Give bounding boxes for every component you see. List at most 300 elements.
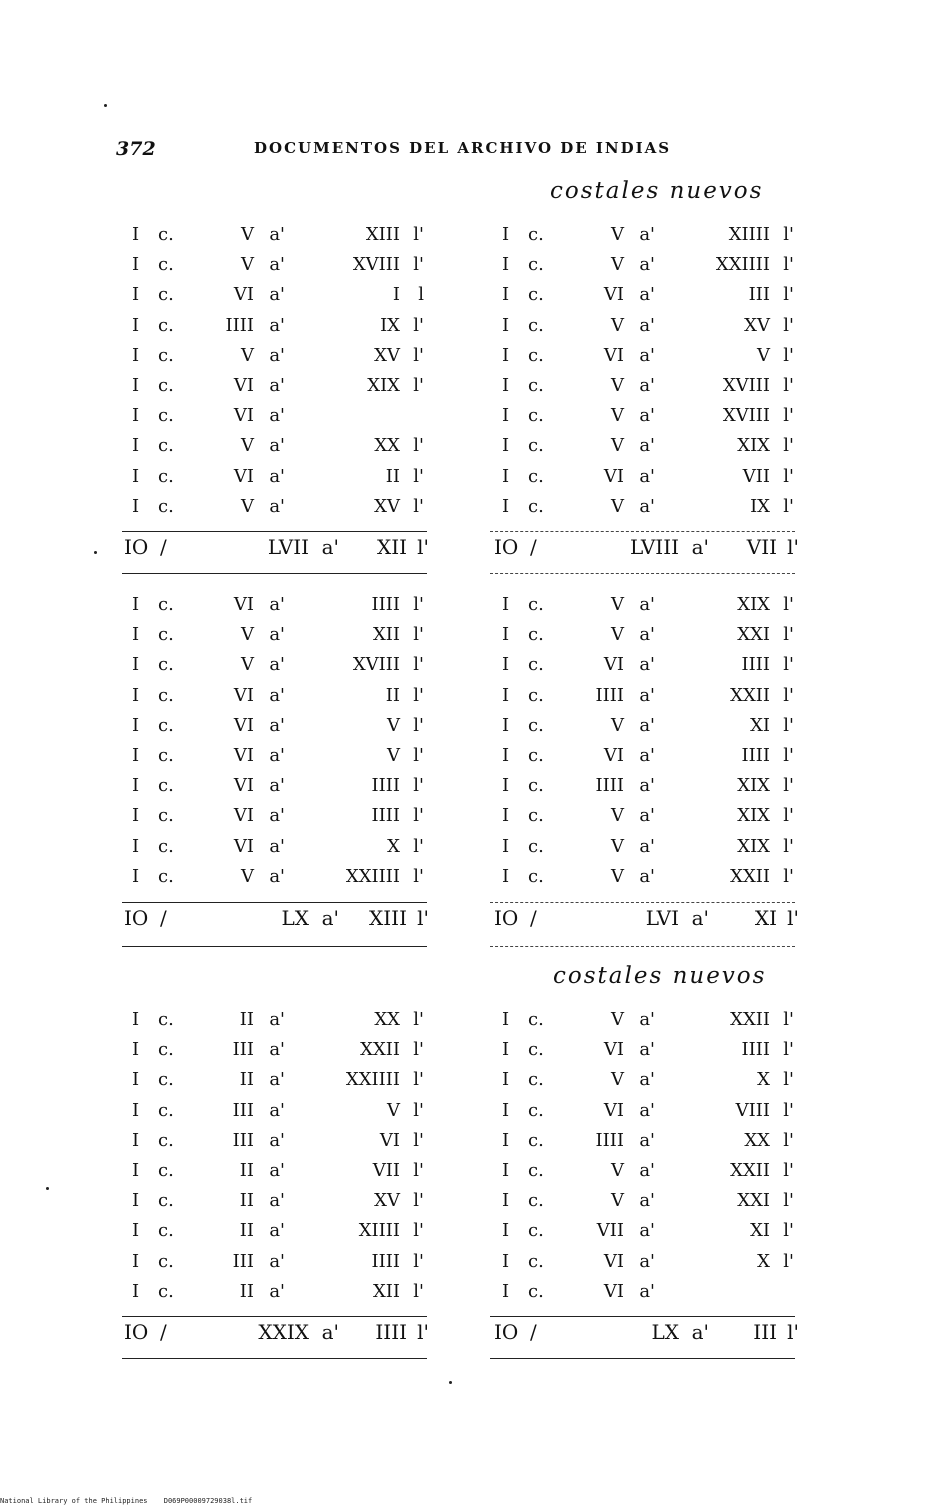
row-arroba-label: a' [269,865,285,887]
row-arroba-label: a' [639,1099,655,1121]
ledger-row [498,683,800,713]
row-arrobas: V [611,594,624,615]
ledger-row [498,773,800,803]
row-arrobas: V [611,714,624,736]
row-libras: XIIII [358,1220,400,1242]
row-count: I [132,1099,140,1121]
row-libra-label: l' [413,1009,424,1030]
scan-speck [46,1187,49,1190]
scan-footer [0,1497,264,1505]
row-arrobas: II [239,1190,254,1212]
row-libra-label: l' [413,654,424,676]
row-count: I [132,405,140,427]
row-libras: IIII [371,594,400,615]
total-libras: IIII [375,1320,407,1344]
row-arroba-label: a' [639,495,655,517]
row-unit: c. [158,1220,174,1242]
row-arrobas: VI [603,654,624,676]
total-rule-top [490,902,795,903]
total-slash: / [160,906,167,930]
row-libras: XV [374,495,400,517]
row-arroba-label: a' [639,624,655,646]
ledger-row [498,1037,800,1067]
ledger-row [128,592,430,622]
scan-speck [94,551,97,554]
row-libras: IIII [371,775,400,797]
row-libra-label: l' [783,624,794,646]
ledger-total-row [122,535,429,567]
row-arrobas: II [239,1280,254,1302]
ledger-column-right [498,222,800,524]
ledger-row [128,1128,430,1158]
total-libra-label: l' [417,535,429,559]
row-unit: c. [528,1280,544,1302]
total-rule-bottom [490,573,795,574]
row-libra-label: l' [413,314,424,336]
total-libras: XII [376,535,407,559]
row-unit: c. [528,1009,544,1030]
row-count: I [132,254,140,276]
row-libra-label: l' [783,654,794,676]
ledger-row [128,622,430,652]
row-libra-label: l' [783,1190,794,1212]
row-arrobas: V [241,435,254,457]
row-count: I [132,314,140,336]
row-libras: XXII [730,1009,770,1030]
row-libra-label: l' [783,465,794,487]
row-unit: c. [528,684,544,706]
row-unit: c. [158,775,174,797]
row-count: I [502,224,510,245]
row-arroba-label: a' [269,1159,285,1181]
row-libra-label: l' [413,714,424,736]
heading-costales-nuevos-bottom: costales nuevos [553,963,767,989]
row-count: I [132,1190,140,1212]
row-libra-label: l' [783,1039,794,1061]
row-arroba-label: a' [269,805,285,827]
total-rule-bottom [122,1358,427,1359]
row-count: I [502,1039,510,1061]
total-libras: XI [754,906,777,930]
row-arrobas: VI [603,1039,624,1061]
row-unit: c. [528,344,544,366]
row-count: I [132,775,140,797]
total-libra-label: l' [787,1320,799,1344]
row-arrobas: VI [233,374,254,396]
row-libras: XIII [365,224,400,245]
row-count: I [502,775,510,797]
row-arrobas: II [239,1220,254,1242]
ledger-row [498,1067,800,1097]
row-arrobas: V [611,865,624,887]
row-libras: XI [750,1220,770,1242]
row-libra-label: l' [413,775,424,797]
row-arroba-label: a' [639,654,655,676]
row-count: I [502,1220,510,1242]
row-count: I [502,865,510,887]
page-number: 372 [116,138,156,160]
row-arrobas: VI [233,284,254,306]
row-arroba-label: a' [269,744,285,766]
row-unit: c. [158,1250,174,1272]
row-count: I [502,1099,510,1121]
row-count: I [502,435,510,457]
row-libra-label: l' [783,1009,794,1030]
row-arrobas: V [241,495,254,517]
row-arroba-label: a' [639,714,655,736]
row-libras: XVIII [722,374,770,396]
row-libra-label: l' [783,1069,794,1091]
row-libras: II [385,465,400,487]
ledger-row [128,1158,430,1188]
row-unit: c. [158,865,174,887]
ledger-row [498,1158,800,1188]
ledger-row [498,803,800,833]
ledger-row [498,464,800,494]
ledger-row [128,1218,430,1248]
row-arroba-label: a' [639,684,655,706]
row-unit: c. [158,314,174,336]
row-arrobas: V [611,374,624,396]
row-unit: c. [158,1039,174,1061]
row-arroba-label: a' [639,1190,655,1212]
row-count: I [502,835,510,857]
ledger-row [128,652,430,682]
row-libra-label: l' [783,805,794,827]
row-count: I [132,835,140,857]
row-libra-label: l' [783,254,794,276]
ledger-row [498,373,800,403]
total-arrobas: LVI [645,906,679,930]
ledger-row [128,464,430,494]
ledger-row [498,864,800,894]
ledger-row [128,343,430,373]
row-unit: c. [158,435,174,457]
row-libra-label: l' [783,594,794,615]
row-arrobas: V [611,405,624,427]
row-count: I [132,744,140,766]
row-arroba-label: a' [639,435,655,457]
total-libra-label: l' [417,906,429,930]
row-count: I [502,805,510,827]
row-unit: c. [528,374,544,396]
row-libras: XIX [737,775,770,797]
ledger-total-row [122,1320,429,1352]
row-count: I [502,1009,510,1030]
ledger-row [128,282,430,312]
ledger-row [498,282,800,312]
row-libras: XIX [737,835,770,857]
row-arroba-label: a' [639,374,655,396]
row-arroba-label: a' [269,654,285,676]
row-arroba-label: a' [639,1069,655,1091]
row-libras: XXII [730,865,770,887]
row-count: I [132,1159,140,1181]
ledger-row [498,1007,800,1037]
row-libras: XX [374,1009,400,1030]
ledger-row [498,1128,800,1158]
ledger-row [128,373,430,403]
row-arroba-label: a' [269,1280,285,1302]
row-libra-label: l' [783,1099,794,1121]
total-arroba-label: a' [691,906,709,930]
ledger-row [128,803,430,833]
total-rule-top [490,531,795,532]
row-arroba-label: a' [269,594,285,615]
total-rule-top [122,1316,427,1317]
row-libras: XIX [737,594,770,615]
row-arrobas: V [241,624,254,646]
total-arrobas: LX [281,906,309,930]
row-count: I [502,1250,510,1272]
row-libras: XXII [360,1039,400,1061]
ledger-row [128,1188,430,1218]
row-unit: c. [528,1039,544,1061]
row-libras: X [757,1250,770,1272]
ledger-row [128,1067,430,1097]
ledger-row [128,313,430,343]
row-libras: V [387,1099,400,1121]
row-arrobas: IIII [225,314,254,336]
row-libras: IIII [371,1250,400,1272]
row-unit: c. [528,224,544,245]
row-libras: XXI [737,1190,770,1212]
row-arroba-label: a' [269,684,285,706]
ledger-row [128,403,430,433]
row-unit: c. [528,1129,544,1151]
row-unit: c. [528,465,544,487]
row-arrobas: VI [233,594,254,615]
total-rule-bottom [490,946,795,947]
row-libras: XV [374,1190,400,1212]
row-libras: IX [750,495,770,517]
ledger-row [128,1007,430,1037]
row-arrobas: V [611,254,624,276]
ledger-row [498,622,800,652]
row-arrobas: VI [603,465,624,487]
row-libras: XX [744,1129,770,1151]
scan-speck [449,1381,452,1384]
row-arrobas: II [239,1009,254,1030]
row-libras: XXIIII [345,1069,400,1091]
total-libras: VII [746,535,777,559]
row-libra-label: l' [413,744,424,766]
row-libra-label: l' [413,1280,424,1302]
row-arrobas: VI [233,684,254,706]
row-arroba-label: a' [269,314,285,336]
total-count: IO [124,535,149,559]
row-count: I [502,314,510,336]
row-unit: c. [528,654,544,676]
row-libras: XXIIII [715,254,770,276]
row-unit: c. [158,744,174,766]
row-unit: c. [528,1069,544,1091]
row-unit: c. [158,1129,174,1151]
row-count: I [132,374,140,396]
ledger-row [498,834,800,864]
row-count: I [132,805,140,827]
ledger-row [498,1249,800,1279]
row-libra-label: l' [783,344,794,366]
row-arroba-label: a' [269,1009,285,1030]
row-libra-label: l' [413,1159,424,1181]
ledger-row [498,313,800,343]
row-arroba-label: a' [639,744,655,766]
row-arrobas: VI [603,1280,624,1302]
total-rule-top [122,531,427,532]
row-unit: c. [528,775,544,797]
row-arrobas: V [241,224,254,245]
row-arrobas: VI [603,284,624,306]
ledger-row [128,433,430,463]
total-count: IO [494,1320,519,1344]
row-arroba-label: a' [639,1280,655,1302]
ledger-row [128,252,430,282]
total-count: IO [494,906,519,930]
row-unit: c. [528,405,544,427]
row-arroba-label: a' [269,835,285,857]
row-libras: X [387,835,400,857]
row-count: I [132,284,140,306]
total-arroba-label: a' [321,535,339,559]
total-slash: / [160,535,167,559]
row-unit: c. [158,374,174,396]
row-count: I [132,465,140,487]
row-unit: c. [528,744,544,766]
row-arrobas: II [239,1159,254,1181]
total-count: IO [494,535,519,559]
row-libra-label: l' [783,714,794,736]
ledger-row [128,713,430,743]
row-count: I [132,684,140,706]
row-libra-label: l' [783,1250,794,1272]
row-libras: XXII [730,1159,770,1181]
total-slash: / [530,535,537,559]
row-arroba-label: a' [269,435,285,457]
ledger-row [498,343,800,373]
row-unit: c. [528,1190,544,1212]
row-libra-label: l' [783,374,794,396]
row-libras: XVIII [352,254,400,276]
row-unit: c. [158,1069,174,1091]
ledger-total-row [492,535,799,567]
row-libra-label: l' [413,805,424,827]
row-unit: c. [528,835,544,857]
row-count: I [132,224,140,245]
row-unit: c. [528,594,544,615]
row-arrobas: V [241,865,254,887]
ledger-column-right [498,592,800,894]
row-arrobas: III [232,1039,254,1061]
row-libras: IIII [371,805,400,827]
ledger-row [128,864,430,894]
row-arroba-label: a' [639,835,655,857]
row-libra-label: l' [783,865,794,887]
row-count: I [502,654,510,676]
row-unit: c. [158,654,174,676]
row-unit: c. [158,1159,174,1181]
row-arrobas: IIII [595,684,624,706]
row-libra-label: l' [413,594,424,615]
row-libra-label: l' [413,1069,424,1091]
footer-file: D069P00009729038l.tif [163,1497,253,1505]
row-arroba-label: a' [639,1129,655,1151]
row-libra-label: l' [413,684,424,706]
row-arrobas: VI [233,714,254,736]
row-arroba-label: a' [269,254,285,276]
row-libra-label: l' [413,1250,424,1272]
row-arroba-label: a' [639,405,655,427]
row-arroba-label: a' [639,1220,655,1242]
row-libras: V [387,714,400,736]
ledger-row [498,252,800,282]
row-arroba-label: a' [269,1039,285,1061]
row-libra-label: l' [413,1099,424,1121]
row-libras: VIII [735,1099,770,1121]
row-libras: XXIIII [345,865,400,887]
row-arroba-label: a' [269,465,285,487]
ledger-row [498,494,800,524]
row-libras: V [387,744,400,766]
row-arroba-label: a' [269,1069,285,1091]
row-arroba-label: a' [639,465,655,487]
row-libras: XXII [730,684,770,706]
row-arroba-label: a' [269,284,285,306]
row-libra-label: l' [783,314,794,336]
row-arroba-label: a' [639,1250,655,1272]
row-count: I [502,1129,510,1151]
row-count: I [502,1069,510,1091]
row-unit: c. [158,805,174,827]
row-libras: V [757,344,770,366]
row-libras: XV [744,314,770,336]
row-libra-label: l' [783,684,794,706]
row-libras: IIII [741,1039,770,1061]
row-unit: c. [158,284,174,306]
row-arrobas: VI [233,835,254,857]
row-arrobas: VI [603,744,624,766]
row-libras: XII [372,624,400,646]
row-libras: VII [372,1159,400,1181]
row-libras: II [385,684,400,706]
row-unit: c. [158,1190,174,1212]
row-unit: c. [158,624,174,646]
row-arroba-label: a' [269,495,285,517]
row-libras: VII [742,465,770,487]
row-arrobas: VI [233,744,254,766]
ledger-row [128,494,430,524]
row-libras: XVIII [722,405,770,427]
ledger-row [128,743,430,773]
row-arrobas: VI [603,1099,624,1121]
row-libras: XV [374,344,400,366]
row-arroba-label: a' [639,314,655,336]
row-arrobas: V [611,1190,624,1212]
row-arrobas: III [232,1250,254,1272]
row-libra-label: l' [783,1159,794,1181]
row-unit: c. [158,254,174,276]
total-arrobas: LVII [267,535,309,559]
row-unit: c. [528,714,544,736]
row-arrobas: V [611,1069,624,1091]
total-rule-top [122,902,427,903]
row-libra-label: l' [783,1129,794,1151]
ledger-row [498,1188,800,1218]
ledger-row [498,1279,800,1309]
row-arrobas: IIII [595,1129,624,1151]
row-libra-label: l' [413,1220,424,1242]
row-count: I [132,594,140,615]
